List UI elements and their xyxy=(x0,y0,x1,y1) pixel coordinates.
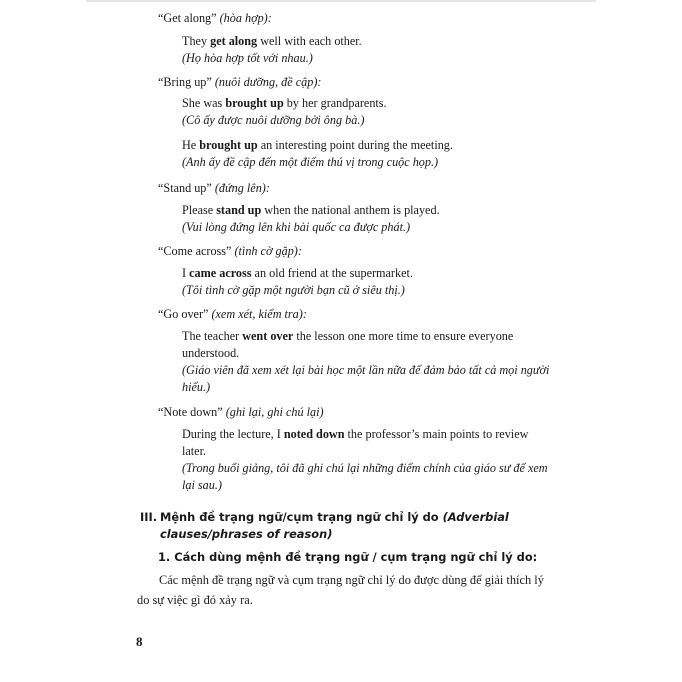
example-block xyxy=(182,265,554,299)
example-block xyxy=(182,426,554,494)
phrase-meaning: (ghi lại, ghi chú lại) xyxy=(225,405,324,419)
phrase-term: “Stand up” xyxy=(158,181,212,195)
phrase-meaning: (hòa hợp): xyxy=(219,11,272,25)
page-number: 8 xyxy=(136,634,143,649)
phrase-meaning: (tình cờ gặp): xyxy=(234,244,302,258)
example-translation: (Trong buổi giảng, tôi đã ghi chú lại những điểm chính của giáo sư để xem lại sau.) xyxy=(182,461,548,492)
example-sentence: The teacher went over the lesson one more time to ensure everyone understood. xyxy=(182,329,514,360)
subsection-heading: 1. Cách dùng mệnh đề trạng ngữ / cụm trạng ngữ chỉ lý do: xyxy=(158,550,538,564)
phrase-term: “Get along” xyxy=(158,11,217,25)
example-block xyxy=(182,137,554,171)
phrase-heading-note-down xyxy=(158,404,324,420)
example-translation: (Vui lòng đứng lên khi bài quốc ca được phát.) xyxy=(182,220,411,234)
body-paragraph: Các mệnh đề trạng ngữ và cụm trạng ngữ chỉ lý do được dùng để giải thích lý do sự việc gì đó xảy ra. xyxy=(137,573,544,607)
example-sentence: During the lecture, I noted down the professor’s main points to review later. xyxy=(182,427,529,458)
phrase-term: “Come across” xyxy=(158,244,232,258)
example-translation: (Anh ấy đề cập đến một điểm thú vị trong cuộc họp.) xyxy=(182,155,439,169)
phrase-term: “Note down” xyxy=(158,405,223,419)
phrase-meaning: (nuôi dưỡng, đề cập): xyxy=(214,75,322,89)
example-sentence: I came across an old friend at the supermarket. xyxy=(182,266,413,280)
section-heading xyxy=(140,509,550,543)
phrase-heading-bring-up xyxy=(158,74,321,90)
phrase-heading-stand-up xyxy=(158,180,270,196)
phrase-heading-go-over xyxy=(158,306,307,322)
phrase-heading-get-along xyxy=(158,10,272,26)
example-block xyxy=(182,202,554,236)
example-translation: (Tôi tình cờ gặp một người bạn cũ ở siêu thị.) xyxy=(182,283,405,297)
phrase-meaning: (đứng lên): xyxy=(214,181,270,195)
top-border xyxy=(86,0,596,2)
example-sentence: He brought up an interesting point during the meeting. xyxy=(182,138,453,152)
example-translation: (Giáo viên đã xem xét lại bài học một lần nữa để đảm bảo tất cả mọi người hiểu.) xyxy=(182,363,550,394)
example-sentence: They get along well with each other. xyxy=(182,34,362,48)
phrase-term: “Bring up” xyxy=(158,75,212,89)
section-number: III. xyxy=(140,510,158,524)
example-sentence: She was brought up by her grandparents. xyxy=(182,96,387,110)
example-block xyxy=(182,33,554,67)
example-translation: (Họ hòa hợp tốt với nhau.) xyxy=(182,51,313,65)
example-sentence: Please stand up when the national anthem is played. xyxy=(182,203,440,217)
example-block xyxy=(182,328,554,396)
phrase-term: “Go over” xyxy=(158,307,209,321)
phrase-heading-come-across xyxy=(158,243,302,259)
phrase-meaning: (xem xét, kiểm tra): xyxy=(211,307,307,321)
example-block xyxy=(182,95,554,129)
example-translation: (Cô ấy được nuôi dưỡng bởi ông bà.) xyxy=(182,113,365,127)
section-title: Mệnh đề trạng ngữ/cụm trạng ngữ chỉ lý do (Adverbial clauses/phrases of reason) xyxy=(160,510,509,541)
